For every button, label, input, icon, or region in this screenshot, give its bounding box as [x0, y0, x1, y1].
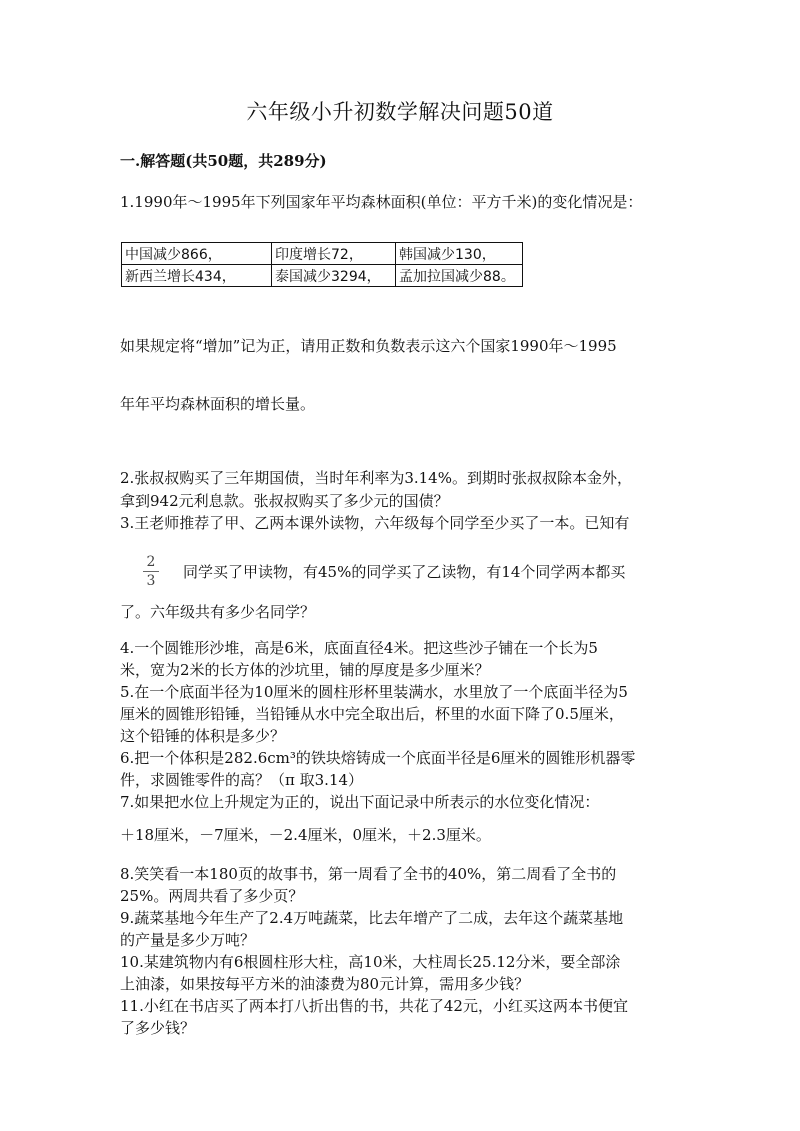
question-8-line-2: 25%。两周共看了多少页？	[120, 887, 304, 905]
page-title: 六年级小升初数学解决问题50道	[246, 100, 554, 124]
question-4-line-1: 4.一个圆锥形沙堆，高是6米，底面直径4米。把这些沙子铺在一个长为5	[120, 639, 598, 657]
question-5-line-1: 5.在一个底面半径为10厘米的圆柱形杯里装满水，水里放了一个底面半径为5	[120, 683, 628, 701]
forest-change-table	[121, 242, 523, 287]
question-3-line-3: 了。六年级共有多少名同学？	[120, 603, 316, 621]
question-4-line-2: 米，宽为2米的长方体的沙坑里，铺的厚度是多少厘米？	[120, 661, 490, 679]
question-2-line-1: 2.张叔叔购买了三年期国债，当时年利率为3.14%。到期时张叔叔除本金外，	[120, 469, 632, 487]
table-cell: 泰国减少3294，	[272, 265, 396, 287]
question-11-line-2: 了多少钱？	[120, 1019, 196, 1037]
question-8-line-1: 8.笑笑看一本180页的故事书，第一周看了全书的40%，第二周看了全书的	[120, 865, 617, 883]
question-1-prompt-line-1: 如果规定将“增加”记为正，请用正数和负数表示这六个国家1990年～1995	[120, 337, 617, 355]
question-10-line-2: 上油漆，如果按每平方米的油漆费为80元计算，需用多少钱？	[120, 975, 530, 993]
question-9-line-2: 的产量是多少万吨？	[120, 931, 256, 949]
table-cell: 印度增长72，	[272, 243, 396, 265]
question-6-line-2: 件，求圆锥零件的高？（π 取3.14）	[120, 771, 364, 789]
fraction-numerator: 2	[143, 555, 159, 572]
section-heading: 一.解答题(共50题，共289分)	[120, 152, 327, 170]
fraction-denominator: 3	[146, 573, 156, 589]
question-7-line-2: ＋18厘米，－7厘米，－2.4厘米，0厘米，＋2.3厘米。	[120, 826, 491, 844]
table-row	[122, 265, 523, 287]
question-3-line-1: 3.王老师推荐了甲、乙两本课外读物，六年级每个同学至少买了一本。已知有	[120, 514, 630, 532]
question-1-stem: 1.1990年～1995年下列国家年平均森林面积(单位：平方千米)的变化情况是：	[120, 193, 643, 211]
fraction-two-thirds	[143, 555, 159, 588]
question-10-line-1: 10.某建筑物内有6根圆柱形大柱，高10米，大柱周长25.12分米，要全部涂	[120, 953, 621, 971]
question-3-line-2: 同学买了甲读物，有45%的同学买了乙读物，有14个同学两本都买	[183, 563, 626, 581]
table-cell: 韩国减少130，	[396, 243, 523, 265]
table-cell: 中国减少866，	[122, 243, 272, 265]
question-5-line-2: 厘米的圆锥形铅锤，当铅锤从水中完全取出后，杯里的水面下降了0.5厘米，	[120, 705, 624, 723]
question-6-line-1: 6.把一个体积是282.6cm³的铁块熔铸成一个底面半径是6厘米的圆锥形机器零	[120, 749, 636, 767]
question-5-line-3: 这个铅锤的体积是多少？	[120, 727, 286, 745]
table-cell: 新西兰增长434，	[122, 265, 272, 287]
question-11-line-1: 11.小红在书店买了两本打八折出售的书，共花了42元，小红买这两本书便宜	[120, 997, 628, 1015]
question-9-line-1: 9.蔬菜基地今年生产了2.4万吨蔬菜，比去年增产了二成，去年这个蔬菜基地	[120, 909, 624, 927]
question-1-prompt-line-2: 年年平均森林面积的增长量。	[120, 395, 316, 413]
question-7-line-1: 7.如果把水位上升规定为正的，说出下面记录中所表示的水位变化情况：	[120, 793, 600, 811]
question-2-line-2: 拿到942元利息款。张叔叔购买了多少元的国债？	[120, 492, 449, 510]
table-row	[122, 243, 523, 265]
table-cell: 孟加拉国减少88。	[396, 265, 523, 287]
